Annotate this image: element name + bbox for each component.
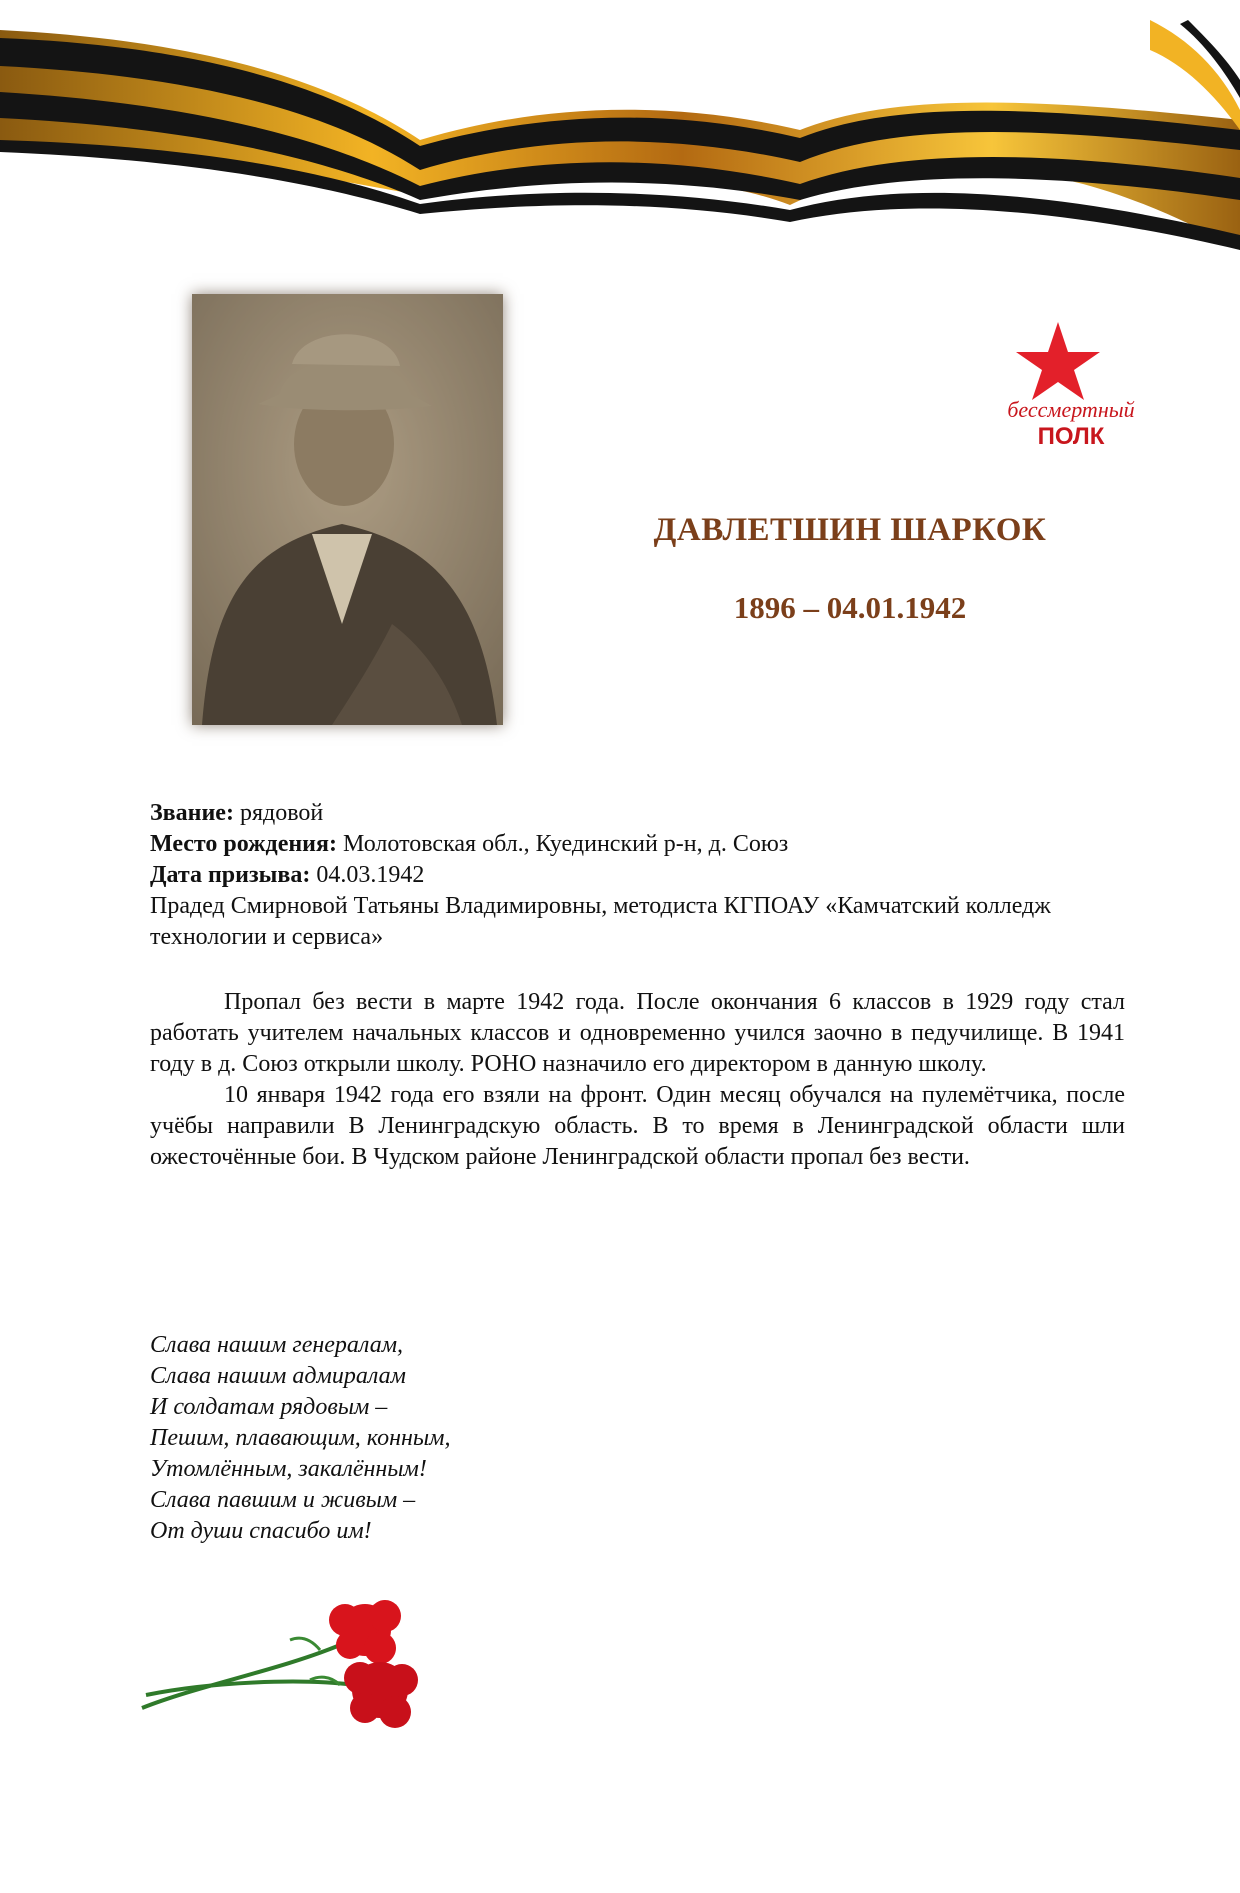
conscription-row: [150, 860, 1125, 891]
story-text: [150, 987, 1125, 1173]
carnations-image: [140, 1590, 430, 1740]
rank-label: Звание:: [150, 800, 234, 826]
carnation-flower: [344, 1662, 418, 1728]
poem-line: Пешим, плавающим, конным,: [150, 1425, 451, 1451]
st-george-ribbon: [0, 0, 1240, 250]
poem: [150, 1330, 750, 1547]
birthplace-row: [150, 829, 1125, 860]
life-dates: 1896 – 04.01.1942: [733, 590, 967, 625]
birthplace-label: Место рождения:: [150, 831, 337, 857]
portrait-photo: [192, 294, 503, 725]
poem-line: Слава нашим генералам,: [150, 1332, 404, 1358]
immortal-regiment-logo: [996, 322, 1146, 452]
facts-block: [150, 798, 1125, 953]
story-paragraph: Пропал без вести в марте 1942 года. После окончания 6 классов в 1929 году стал работать учителем начальных классов и одновременно учился заочно в педучилище. В 1941 году в д. Союз открыли школу. РОНО назначило его директором в данную школу.: [150, 989, 1125, 1077]
conscription-value: 04.03.1942: [310, 862, 425, 888]
red-star-icon: [1016, 322, 1100, 400]
person-name: ДАВЛЕТШИН ШАРКОК: [653, 512, 1047, 548]
poem-line: Слава павшим и живым –: [150, 1487, 416, 1513]
relation-text: Прадед Смирновой Татьяны Владимировны, методиста КГПОАУ «Камчатский колледж технологии и сервиса»: [150, 893, 1051, 950]
svg-text:бессмертный: бессмертный: [1007, 397, 1135, 422]
birthplace-value: Молотовская обл., Куединский р-н, д. Союз: [336, 831, 789, 857]
poem-line: От души спасибо им!: [150, 1518, 372, 1544]
conscription-label: Дата призыва:: [150, 862, 311, 888]
poem-line: Утомлённым, закалённым!: [150, 1456, 427, 1482]
svg-text:ПОЛК: ПОЛК: [1037, 423, 1105, 450]
story-paragraph: 10 января 1942 года его взяли на фронт. Один месяц обучался на пулемётчика, после учёбы направили В Ленинградскую область. В то время в Ленинградской области шли ожесточённые бои. В Чудском районе Ленинградской области пропал без вести.: [150, 1082, 1125, 1170]
rank-row: [150, 798, 1125, 829]
poem-line: И солдатам рядовым –: [150, 1394, 388, 1420]
poem-line: Слава нашим адмиралам: [150, 1363, 406, 1389]
carnation-flower: [329, 1600, 401, 1664]
rank-value: рядовой: [233, 800, 324, 826]
